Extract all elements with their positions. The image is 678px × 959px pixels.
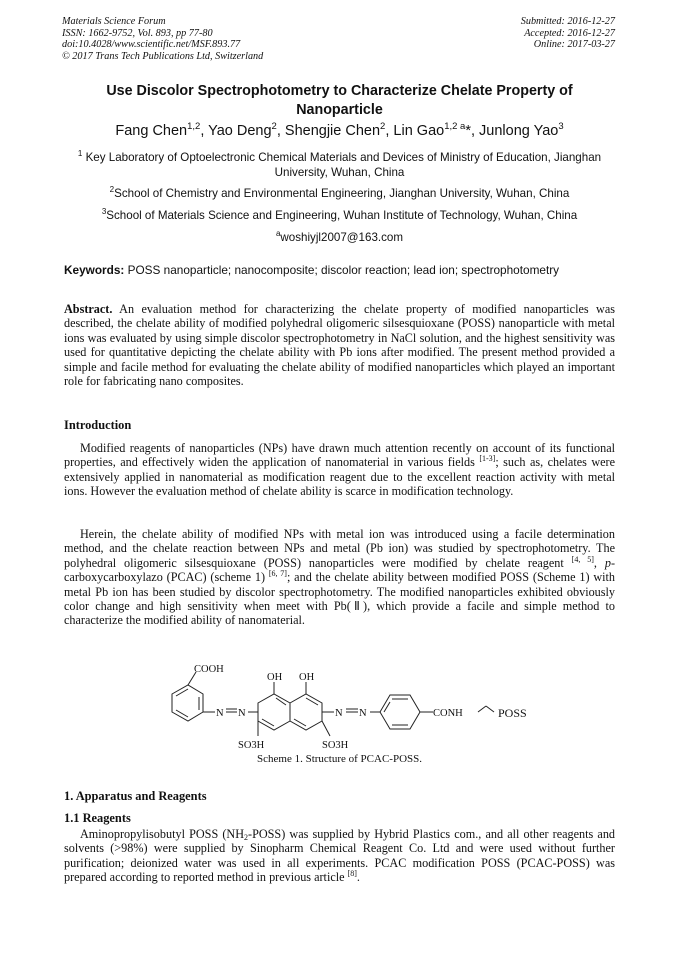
doi-line: doi:10.4028/www.scientific.net/MSF.893.77: [62, 39, 241, 51]
aff-text: School of Chemistry and Environmental Engineering, Jianghan University, Wuhan, China: [114, 187, 570, 200]
citation: [4, 5]: [571, 554, 594, 564]
abstract-text: An evaluation method for characterizing the chelate property of modified nanoparticles was described, the chelate ability of modified polyhedral oligomeric silsesquioxane (POSS) nanoparticle with metal ions was evaluated by using simple discolor spectrophotometry in NaCl solution, and the highest sensitivity was used for quantitative depicting the chelate ability with Pb ions after modified. The present method provided a simple and facile method for evaluating the chelate ability of modified nanoparticles which played an important role for fabricating nano composites.: [64, 302, 615, 389]
affiliation-1: [64, 150, 615, 180]
affiliation-2: [64, 186, 615, 201]
citation: [8]: [347, 869, 357, 879]
author-sep: *,: [465, 123, 480, 139]
author-email: [64, 230, 615, 245]
author-sup: 2: [380, 121, 386, 132]
section-1-heading: 1. Apparatus and Reagents: [64, 789, 207, 803]
author-name: Fang Chen: [115, 123, 188, 139]
scheme-caption: Scheme 1. Structure of PCAC-POSS.: [257, 753, 422, 765]
citation: [6, 7]: [268, 569, 287, 579]
author-name: Shengjie Chen: [284, 123, 381, 139]
azo-n-label: N: [216, 708, 224, 719]
sulfonic-label: SO3H: [322, 740, 349, 751]
author-sup: 1,2 a: [444, 121, 466, 132]
introduction-heading: Introduction: [64, 418, 132, 432]
subscript: 2: [244, 833, 249, 842]
azo-n-label: N: [335, 708, 343, 719]
abstract: [64, 302, 615, 388]
section-1-1-heading: 1.1 Reagents: [64, 811, 131, 825]
author-sep: ,: [385, 123, 394, 139]
poss-label: POSS: [498, 706, 527, 720]
intro-p2-text: ,: [593, 555, 605, 570]
cooh-label: COOH: [194, 664, 224, 675]
conh-label: CONH: [433, 708, 463, 719]
journal-header: [62, 16, 263, 62]
keywords-text: POSS nanoparticle; nanocomposite; discolor reaction; lead ion; spectrophotometry: [124, 263, 560, 277]
azo-n-label: N: [359, 708, 367, 719]
intro-p2-italic: p: [604, 555, 611, 570]
aff-text: Key Laboratory of Optoelectronic Chemical Materials and Devices of Ministry of Education, Jianghan University, Wuhan, China: [82, 151, 602, 179]
naphthalene-ring-right: [290, 694, 322, 730]
accepted-date: Accepted: 2016-12-27: [524, 27, 615, 39]
intro-p2-text: ; and the chelate ability between modified POSS (Scheme 1) with metal Pb ion has been studied by discolor spectrophotometry. The modified nanoparticles exhibited obviously color change and high sensitivity when meet with Pb(Ⅱ), which provide a facile and simple method to characterize the modified ability of nanomaterial.: [64, 570, 616, 628]
paper-title: Use Discolor Spectrophotometry to Characterize Chelate Property of Nanoparticle: [106, 83, 573, 118]
author-list: [64, 122, 615, 140]
author-sup: 3: [558, 121, 564, 132]
intro-p1-text: Modified reagents of nanoparticles (NPs) have drawn much attention recently on account of its functional properties, and effectively widen the application of nanomaterial in various fields: [64, 441, 615, 470]
author-sup: 1,2: [187, 121, 201, 132]
intro-paragraph-2: [64, 527, 615, 628]
reagents-paragraph: [64, 827, 615, 885]
author-sep: ,: [200, 123, 209, 139]
author-name: Lin Gao: [393, 123, 445, 139]
submitted-date: Submitted: 2016-12-27: [520, 16, 615, 27]
intro-p2-text: Herein, the chelate ability of modified NPs with metal ion was introduced using a facile determination method, and the chelate reaction between NPs and metal (Pb ion) was studied by spectrophotometry. The polyhedral oligomeric silsesquioxane (POSS) nanoparticles were modified by chelate reagent: [64, 527, 615, 570]
author-sep: ,: [276, 123, 285, 139]
affiliation-3: [64, 208, 615, 223]
intro-paragraph-1: [64, 441, 615, 499]
aff-sup: 2: [109, 185, 115, 194]
aff-sup: 3: [101, 207, 107, 216]
issn-line: ISSN: 1662-9752, Vol. 893, pp 77-80: [62, 27, 213, 39]
oh-label: OH: [267, 672, 283, 683]
citation: [1-3]: [479, 454, 496, 464]
keywords: [64, 263, 615, 278]
keywords-label: Keywords:: [64, 263, 125, 277]
intro-p2-text: -carboxycarboxylazo (PCAC) (scheme 1): [64, 555, 615, 585]
copyright-line: © 2017 Trans Tech Publications Ltd, Switzerland: [62, 50, 264, 62]
aff-sup: 1: [77, 149, 83, 158]
azo-n-label: N: [238, 708, 246, 719]
sulfonic-label: SO3H: [238, 740, 265, 751]
aff-text: School of Materials Science and Engineering, Wuhan Institute of Technology, Wuhan, China: [106, 209, 578, 222]
dates-header: [521, 16, 615, 51]
intro-p1-text: ; such as, chelates were extensively applied in nanomaterial as modification reagent due to the excellent reaction activity with metal ions. However the evaluation method of chelate ability is scarce in modification technology.: [64, 455, 615, 499]
benzene-ring-1: [172, 685, 203, 721]
online-date: Online: 2017-03-27: [533, 39, 615, 51]
journal-name: Materials Science Forum: [62, 16, 166, 27]
benzene-ring-2: [380, 695, 420, 729]
author-sup: 2: [271, 121, 277, 132]
email-text: woshiyjl2007@163.com: [280, 231, 404, 244]
author-name: Yao Deng: [208, 123, 272, 139]
author-name: Junlong Yao: [479, 123, 559, 139]
oh-label: OH: [299, 672, 315, 683]
naphthalene-ring-left: [258, 694, 290, 730]
reagents-text: Aminopropylisobutyl POSS (NH: [80, 827, 245, 841]
reagents-text: -POSS) was supplied by Hybrid Plastics com., and all other reagents and solvents (>98%) were supplied by Sinopharm Chemical Reagent Co. Ltd and were used without further purification; deionized water was used in all experiments. PCAC modification POSS (PCAC-POSS) was prepared according to reported method in previous article: [64, 827, 616, 885]
aff-sup: a: [275, 229, 281, 238]
reagents-text: .: [356, 870, 360, 885]
pcac-poss-structure: [0, 660, 678, 755]
abstract-label: Abstract.: [64, 302, 113, 316]
